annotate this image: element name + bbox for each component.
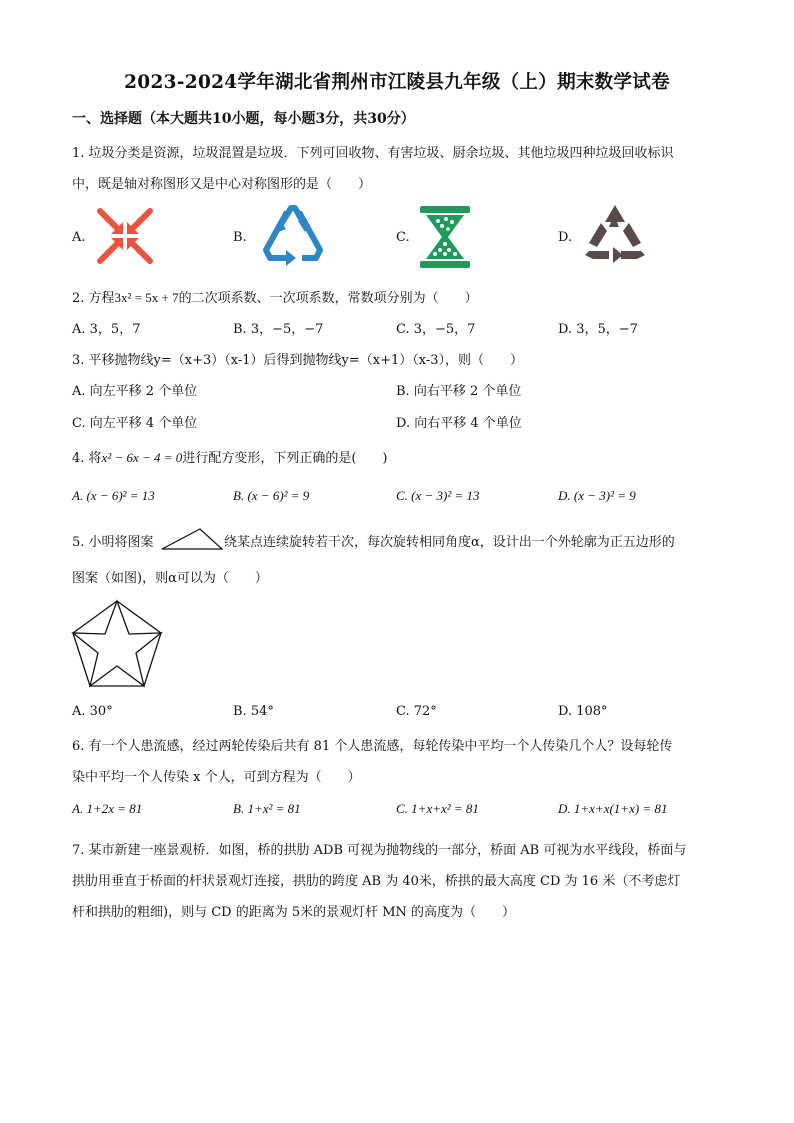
q6-option-b: B. 1+x² = 81: [233, 801, 301, 816]
q2-option-b: B. 3，−5，−7: [233, 322, 324, 337]
other-waste-icon: [583, 203, 647, 269]
q1-stem-line2: 中，既是轴对称图形又是中心对称图形的是（ ）: [72, 177, 372, 192]
pentagon-star-figure: [70, 598, 164, 690]
q4-stem: [72, 447, 387, 466]
q2-option-c: C. 3，−5，7: [396, 322, 476, 337]
q1-option-c-label: C.: [396, 230, 410, 245]
q1-option-b-label: B.: [233, 230, 247, 245]
q6-option-c: C. 1+x+x² = 81: [396, 801, 479, 816]
q7-stem-line3: 杆和拱肋的粗细)，则与 CD 的距离为 5米的景观灯杆 MN 的高度为（ ）: [72, 905, 516, 920]
q1-stem-line1: 1. 垃圾分类是资源，垃圾混置是垃圾．下列可回收物、有害垃圾、厨余垃圾、其他垃圾四种垃圾回收标识: [72, 146, 674, 161]
q5-option-a: A. 30°: [72, 704, 113, 719]
q5-option-d: D. 108°: [558, 704, 608, 719]
q4-option-b: B. (x − 6)² = 9: [233, 488, 310, 503]
recyclable-icon: [258, 204, 328, 268]
q4-stem-suffix: 进行配方变形，下列正确的是( ): [182, 451, 388, 466]
q2-option-d: D. 3，5，−7: [558, 322, 638, 337]
kitchen-waste-icon: [418, 204, 472, 270]
q2-stem-suffix: 的二次项系数、一次项系数，常数项分别为（ ）: [178, 291, 478, 306]
q7-stem-line2: 拱肋用垂直于桥面的杆状景观灯连接，拱肋的跨度 AB 为 40米，桥拱的最大高度 CD 为 16 米（不考虑灯: [72, 874, 681, 889]
q1-option-a-label: A.: [72, 230, 86, 245]
q5-option-c: C. 72°: [396, 704, 437, 719]
q4-equation: x² − 6x − 4 = 0: [101, 450, 183, 465]
q7-stem-line1: 7. 某市新建一座景观桥．如图，桥的拱肋 ADB 可视为抛物线的一部分，桥面 AB 可视为水平线段，桥面与: [72, 843, 687, 858]
q2-stem: [72, 287, 478, 306]
q2-equation: 3x² = 5x + 7: [114, 290, 179, 305]
page-title: 2023-2024学年湖北省荆州市江陵县九年级（上）期末数学试卷: [124, 72, 670, 93]
harmful-waste-icon: [94, 205, 156, 267]
q3-option-a: A. 向左平移 2 个单位: [72, 384, 198, 399]
q3-stem: 3. 平移抛物线y=（x+3）（x-1）后得到抛物线y=（x+1）（x-3），则（ ）: [72, 353, 524, 368]
q5-stem-prefix: 5. 小明将图案: [72, 535, 154, 550]
q6-stem-line2: 染中平均一个人传染 x 个人，可到方程为（ ）: [72, 770, 361, 785]
q5-stem-suffix: 绕某点连续旋转若干次，每次旋转相同角度α，设计出一个外轮廓为正五边形的: [224, 535, 675, 550]
q4-stem-prefix: 4. 将: [72, 451, 102, 466]
q3-option-c: C. 向左平移 4 个单位: [72, 416, 198, 431]
q4-option-a: A. (x − 6)² = 13: [72, 488, 155, 503]
section-heading: 一、选择题（本大题共10小题，每小题3分，共30分）: [72, 111, 415, 127]
q2-stem-prefix: 2. 方程: [72, 291, 115, 306]
q6-option-a: A. 1+2x = 81: [72, 801, 143, 816]
q5-option-b: B. 54°: [233, 704, 274, 719]
q6-option-d: D. 1+x+x(1+x) = 81: [558, 801, 668, 816]
q3-option-b: B. 向右平移 2 个单位: [396, 384, 522, 399]
q5-stem-line2: 图案（如图)，则α可以为（ ）: [72, 571, 268, 586]
q6-stem-line1: 6. 有一个人患流感，经过两轮传染后共有 81 个人患流感，每轮传染中平均一个人传染几个人？设每轮传: [72, 739, 673, 754]
q3-option-d: D. 向右平移 4 个单位: [396, 416, 522, 431]
q2-option-a: A. 3，5，7: [72, 322, 141, 337]
q4-option-c: C. (x − 3)² = 13: [396, 488, 480, 503]
q4-option-d: D. (x − 3)² = 9: [558, 488, 636, 503]
q1-option-d-label: D.: [558, 230, 573, 245]
triangle-pattern-icon: [160, 527, 224, 551]
